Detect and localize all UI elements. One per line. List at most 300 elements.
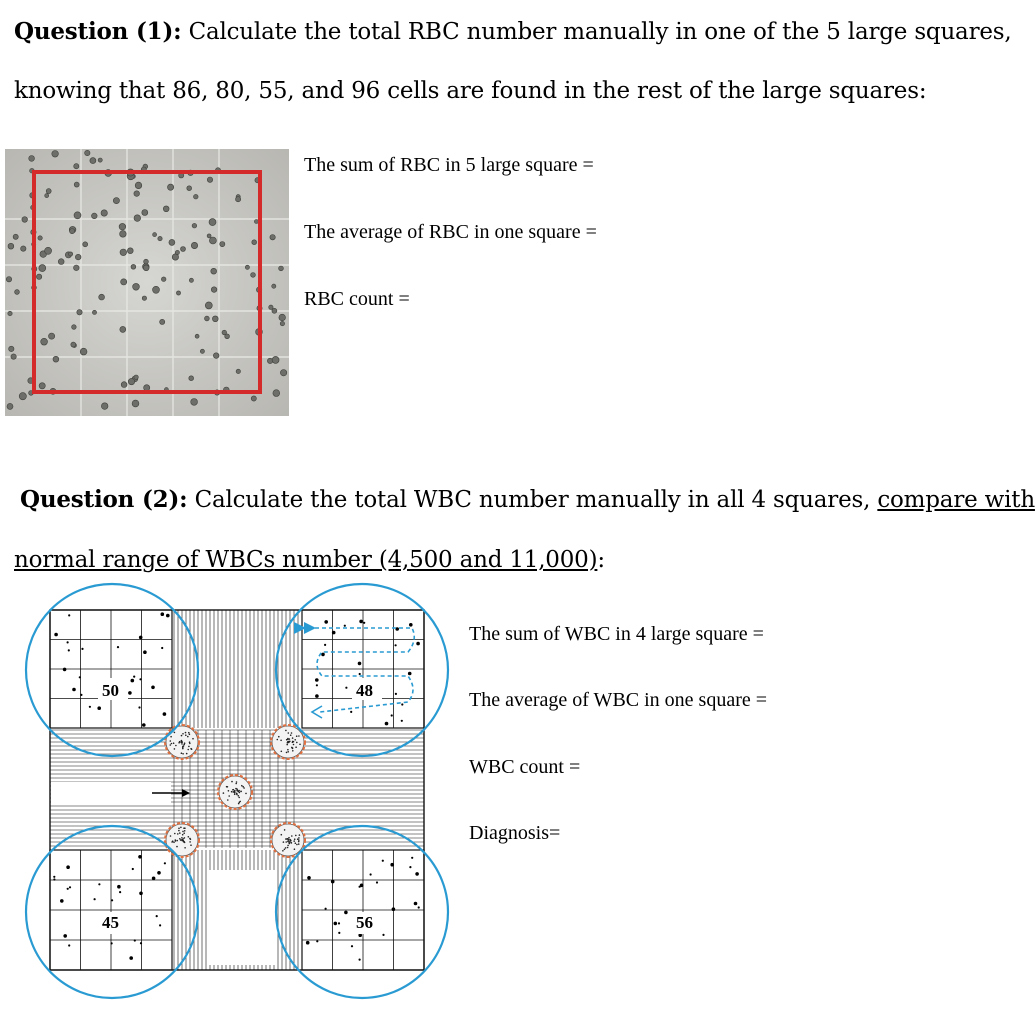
rbc-cell	[58, 259, 64, 265]
rbc-small-dot	[298, 843, 300, 845]
rbc-cell	[13, 234, 18, 239]
wbc-dot	[359, 673, 361, 675]
wbc-dot	[360, 884, 364, 888]
question-2-colon: :	[597, 547, 605, 573]
rbc-small-dot	[175, 745, 177, 747]
wbc-average-label: The average of WBC in one square =	[469, 689, 768, 711]
rbc-small-dot	[287, 847, 289, 849]
rbc-small-dot	[236, 793, 238, 795]
rbc-cell	[80, 348, 87, 355]
wbc-dot	[382, 860, 384, 862]
rbc-small-dot	[294, 739, 296, 741]
wbc-dot	[139, 636, 143, 640]
rbc-small-dot	[170, 740, 172, 742]
rbc-cell	[74, 265, 80, 271]
rbc-small-dot	[285, 730, 287, 732]
rbc-cell	[134, 375, 138, 379]
rbc-small-dot	[191, 748, 193, 750]
rbc-small-dot	[179, 832, 181, 834]
rbc-small-dot	[182, 733, 184, 735]
rbc-cell	[99, 294, 105, 300]
rbc-cell	[132, 400, 139, 407]
wbc-dot	[69, 886, 71, 888]
rbc-cell	[7, 403, 13, 409]
wbc-dot	[151, 686, 155, 690]
rbc-small-dot	[234, 792, 236, 794]
wbc-dot	[128, 691, 132, 695]
rbc-small-dot	[238, 803, 240, 805]
rbc-small-dot	[173, 842, 175, 844]
wbc-dot	[98, 883, 100, 885]
rbc-cell	[144, 259, 149, 264]
wbc-dot	[68, 649, 70, 651]
wbc-dot	[81, 648, 83, 650]
rbc-small-dot	[298, 841, 300, 843]
rbc-small-dot	[231, 781, 233, 783]
wbc-dot	[131, 679, 135, 683]
rbc-cell	[22, 217, 28, 223]
rbc-sum-label: The sum of RBC in 5 large square =	[304, 154, 594, 176]
rbc-cell	[209, 237, 216, 244]
rbc-cell	[92, 310, 96, 314]
wbc-dot	[409, 866, 411, 868]
wbc-dot	[324, 644, 326, 646]
rbc-small-dot	[185, 734, 187, 736]
rbc-small-dot	[288, 837, 290, 839]
rbc-cell	[189, 278, 193, 282]
wbc-dot	[350, 711, 352, 713]
rbc-small-dot	[287, 749, 289, 751]
rbc-cell	[189, 376, 194, 381]
rbc-small-dot	[188, 746, 190, 748]
rbc-small-dot	[282, 850, 284, 852]
rbc-cell	[36, 274, 41, 279]
question-1-text: Calculate the total RBC number manually in one of the 5 large squares,	[188, 19, 1012, 45]
rbc-small-dot	[293, 744, 295, 746]
rbc-cell	[8, 243, 14, 249]
rbc-cell	[254, 220, 258, 224]
rbc-cell	[15, 290, 20, 295]
rbc-small-dot	[188, 732, 190, 734]
rbc-cell	[280, 321, 284, 325]
rbc-cell	[9, 346, 14, 351]
rbc-small-dot	[278, 736, 280, 738]
rbc-small-dot	[189, 741, 191, 743]
rbc-small-dot	[286, 752, 288, 754]
rbc-cell	[39, 383, 45, 389]
rbc-small-dot	[294, 848, 296, 850]
rbc-small-dot	[184, 742, 186, 744]
wbc-dot	[324, 620, 328, 624]
wbc-dot	[129, 956, 133, 960]
rbc-small-dot	[170, 744, 172, 746]
wbc-dot	[418, 906, 420, 908]
wbc-normal-range-text: normal range of WBCs number (4,500 and 11,000)	[14, 547, 598, 573]
rbc-small-dot	[179, 838, 181, 840]
rbc-cell	[29, 156, 35, 162]
wbc-dot	[370, 873, 372, 875]
rbc-small-dot	[295, 842, 297, 844]
rbc-cell	[53, 356, 59, 362]
rbc-cell	[120, 231, 127, 238]
rbc-small-dot	[286, 744, 288, 746]
rbc-small-dot	[291, 835, 293, 837]
rbc-cell	[134, 191, 140, 197]
wbc-dot	[359, 959, 361, 961]
rbc-small-dot	[240, 791, 242, 793]
wbc-dot	[409, 623, 413, 627]
rbc-small-dot	[183, 827, 185, 829]
wbc-dot	[415, 872, 419, 876]
rbc-small-dot	[188, 836, 190, 838]
counting-direction-arrows	[152, 622, 414, 797]
wbc-dot	[133, 676, 135, 678]
rbc-cell	[205, 316, 210, 321]
rbc-cell	[45, 194, 49, 198]
rbc-cell	[236, 197, 241, 202]
question-2-text: Calculate the total WBC number manually in all 4 squares,	[194, 487, 871, 513]
wbc-dot	[359, 620, 363, 624]
rbc-small-dot	[172, 840, 174, 842]
wbc-dot	[139, 892, 143, 896]
rbc-small-dot	[181, 743, 183, 745]
wbc-dot	[163, 712, 167, 716]
rbc-cell	[19, 393, 26, 400]
rbc-small-dot	[178, 830, 180, 832]
rbc-cell	[251, 396, 256, 401]
rbc-cell	[133, 283, 140, 290]
wbc-dot	[385, 722, 389, 726]
wbc-dot	[344, 625, 346, 627]
count-bottom-right: 56	[356, 913, 373, 932]
rbc-small-dot	[289, 843, 291, 845]
rbc-small-dot	[170, 736, 172, 738]
rbc-cell	[38, 236, 42, 240]
rbc-small-dot	[231, 791, 233, 793]
wbc-dot	[152, 877, 156, 881]
rbc-small-dot	[170, 835, 172, 837]
wbc-dot	[358, 662, 362, 666]
wbc-dot	[390, 863, 394, 867]
rbc-small-dot	[182, 753, 184, 755]
rbc-cell	[176, 291, 180, 295]
wbc-dot	[138, 706, 140, 708]
rbc-cell	[131, 264, 136, 269]
rbc-cell	[187, 186, 192, 191]
wbc-dot	[132, 868, 134, 870]
rbc-small-dot	[238, 795, 240, 797]
rbc-cell	[142, 210, 148, 216]
rbc-cell	[220, 242, 225, 247]
rbc-small-dot	[182, 831, 184, 833]
rbc-small-dot	[296, 735, 298, 737]
rbc-cell	[252, 240, 257, 245]
rbc-cell	[71, 342, 76, 347]
rbc-small-dot	[187, 736, 189, 738]
rbc-small-dot	[243, 787, 245, 789]
rbc-small-dot	[290, 734, 292, 736]
wbc-dot	[53, 878, 55, 880]
rbc-cell	[279, 314, 286, 321]
rbc-small-dot	[285, 847, 287, 849]
rbc-small-dot	[291, 842, 293, 844]
rbc-cell	[163, 206, 169, 212]
wbc-dot	[307, 876, 311, 880]
rbc-cell	[92, 213, 98, 219]
wbc-dot	[164, 862, 166, 864]
rbc-small-dot	[233, 789, 235, 791]
rbc-small-dot	[174, 732, 176, 734]
rbc-small-dot	[184, 830, 186, 832]
wbc-dot	[161, 647, 163, 649]
wbc-dot	[332, 631, 336, 635]
rbc-count-label: RBC count =	[304, 288, 410, 310]
rbc-cell	[72, 325, 77, 330]
rbc-small-dot	[292, 737, 294, 739]
rbc-small-dot	[295, 835, 297, 837]
chevron-right-icon	[294, 622, 316, 634]
rbc-cell	[236, 369, 240, 373]
rbc-cell	[113, 198, 119, 204]
wbc-dot	[392, 907, 396, 911]
rbc-cell	[272, 284, 276, 288]
rbc-small-dot	[284, 849, 286, 851]
rbc-small-dot	[284, 829, 286, 831]
rbc-small-dot	[236, 781, 238, 783]
wbc-dot	[166, 614, 170, 618]
rbc-small-dot	[183, 832, 185, 834]
wbc-dot	[395, 644, 397, 646]
rbc-cell	[127, 248, 133, 254]
wbc-dot	[156, 915, 158, 917]
rbc-small-dot	[178, 828, 180, 830]
wbc-dot	[142, 723, 146, 727]
rbc-cell	[279, 266, 284, 271]
rbc-micrograph	[5, 149, 289, 416]
count-top-left: 50	[102, 681, 119, 700]
rbc-cell	[192, 223, 197, 228]
question-2-line-2	[14, 547, 605, 573]
rbc-small-dot	[241, 785, 243, 787]
rbc-small-dot	[228, 795, 230, 797]
rbc-small-dot	[292, 748, 294, 750]
wbc-dot	[139, 678, 141, 680]
wbc-dot	[72, 688, 76, 692]
rbc-cell	[135, 182, 142, 189]
rbc-small-dot	[277, 739, 279, 741]
rbc-small-dot	[192, 738, 194, 740]
wbc-dot	[321, 653, 325, 657]
rbc-cell	[90, 158, 96, 164]
rbc-cell	[191, 399, 198, 406]
wbc-dot	[315, 694, 319, 698]
rbc-cell	[74, 212, 81, 219]
rbc-cell	[85, 150, 90, 155]
wbc-dot	[111, 942, 113, 944]
rbc-small-dot	[287, 845, 289, 847]
rbc-small-dot	[180, 827, 182, 829]
rbc-cell	[45, 247, 52, 254]
wbc-dot	[143, 650, 147, 654]
rbc-cell	[101, 210, 107, 216]
wbc-dot	[338, 922, 340, 924]
wbc-dot	[345, 687, 347, 689]
blank-bottom-center	[207, 870, 277, 965]
rbc-small-dot	[285, 838, 287, 840]
rbc-small-dot	[283, 841, 285, 843]
rbc-cell	[205, 302, 212, 309]
rbc-small-dot	[234, 794, 236, 796]
rbc-cell	[143, 265, 149, 271]
rbc-cell	[128, 378, 134, 384]
rbc-small-dot	[189, 841, 191, 843]
wbc-dot	[66, 865, 70, 869]
rbc-cell	[121, 279, 127, 285]
question-1-label: Question (1):	[14, 18, 182, 45]
wbc-count-label: WBC count =	[469, 756, 581, 778]
wbc-dot	[119, 891, 121, 893]
rbc-cell	[213, 353, 219, 359]
count-top-right: 48	[356, 681, 373, 700]
rbc-small-dot	[289, 741, 291, 743]
question-2-line-1	[20, 486, 1035, 513]
rbc-small-dot	[175, 839, 177, 841]
rbc-cell	[207, 234, 211, 238]
wbc-dot	[316, 940, 318, 942]
rbc-cell	[134, 215, 141, 222]
rbc-average-label: The average of RBC in one square =	[304, 221, 597, 243]
wbc-dot	[315, 678, 319, 682]
rbc-cell	[222, 330, 227, 335]
rbc-small-dot	[292, 750, 294, 752]
rbc-cell	[195, 334, 199, 338]
rbc-cell	[98, 158, 102, 162]
rbc-small-dot	[294, 838, 296, 840]
rbc-cell	[11, 354, 16, 359]
rbc-small-dot	[287, 751, 289, 753]
rbc-small-dot	[226, 786, 228, 788]
wbc-dot	[159, 924, 161, 926]
rbc-cell	[270, 235, 275, 240]
wbc-dot	[382, 934, 384, 936]
rbc-cell	[121, 382, 127, 388]
rbc-small-dot	[293, 741, 295, 743]
rbc-small-dot	[184, 842, 186, 844]
wbc-dot	[138, 855, 142, 859]
wbc-dot	[391, 714, 393, 716]
wbc-dot	[67, 641, 69, 643]
rbc-cell	[181, 247, 186, 252]
wbc-grid-diagram	[22, 600, 454, 1000]
rbc-cell	[153, 233, 157, 237]
rbc-cell	[158, 236, 162, 240]
rbc-small-dot	[296, 742, 298, 744]
wbc-dot	[306, 941, 310, 945]
rbc-small-dot	[176, 846, 178, 848]
rbc-cell	[207, 177, 212, 182]
rbc-small-dot	[238, 797, 240, 799]
wbc-dot	[395, 693, 397, 695]
rbc-small-dot	[285, 841, 287, 843]
rbc-small-dot	[236, 788, 238, 790]
wbc-dot	[351, 945, 353, 947]
rbc-cell	[39, 265, 46, 272]
rbc-cell	[119, 223, 126, 230]
rbc-small-dot	[291, 732, 293, 734]
wbc-dot	[140, 942, 142, 944]
wbc-dot	[117, 646, 119, 648]
rbc-cell	[74, 182, 79, 187]
rbc-small-dot	[181, 837, 183, 839]
rbc-small-dot	[174, 748, 176, 750]
rbc-cell	[21, 246, 26, 251]
wbc-dot	[54, 633, 58, 637]
rbc-cell	[169, 239, 175, 245]
rbc-small-dot	[235, 783, 237, 785]
question-1-line-2: knowing that 86, 80, 55, and 96 cells are found in the rest of the large squares:	[14, 78, 927, 104]
rbc-small-dot	[181, 735, 183, 737]
rbc-small-dot	[245, 793, 247, 795]
rbc-small-dot	[289, 738, 291, 740]
rbc-small-dot	[299, 744, 301, 746]
rbc-small-dot	[281, 751, 283, 753]
rbc-small-dot	[183, 744, 185, 746]
rbc-cell	[46, 189, 51, 194]
rbc-small-dot	[181, 740, 183, 742]
rbc-cell	[69, 252, 73, 256]
wbc-dot	[401, 720, 403, 722]
wbc-dot	[63, 934, 67, 938]
rbc-small-dot	[184, 837, 186, 839]
rbc-small-dot	[177, 833, 179, 835]
rbc-small-dot	[181, 752, 183, 754]
diagnosis-label: Diagnosis=	[469, 822, 561, 844]
count-bottom-left: 45	[102, 913, 119, 932]
rbc-small-dot	[288, 732, 290, 734]
rbc-cell	[194, 194, 199, 199]
rbc-cell	[142, 296, 146, 300]
rbc-small-dot	[185, 732, 187, 734]
rbc-cell	[191, 242, 197, 248]
rbc-small-dot	[298, 839, 300, 841]
rbc-small-dot	[293, 840, 295, 842]
rbc-small-dot	[182, 748, 184, 750]
rbc-cell	[211, 287, 217, 293]
rbc-small-dot	[176, 840, 178, 842]
rbc-cell	[175, 250, 179, 254]
rbc-small-dot	[298, 735, 300, 737]
rbc-cell	[209, 219, 216, 226]
wbc-dot	[68, 614, 70, 616]
wbc-dot	[67, 888, 69, 890]
wbc-dot	[363, 622, 365, 624]
wbc-dot	[111, 899, 113, 901]
rbc-small-dot	[184, 847, 186, 849]
rbc-small-dot	[280, 740, 282, 742]
wbc-dot	[117, 885, 121, 889]
rbc-small-dot	[171, 743, 173, 745]
rbc-cell	[70, 229, 75, 234]
question-2-label: Question (2):	[20, 486, 188, 513]
rbc-cell	[83, 242, 88, 247]
rbc-small-dot	[288, 841, 290, 843]
rbc-cell	[74, 164, 79, 169]
rbc-small-dot	[190, 838, 192, 840]
wbc-dot	[89, 706, 91, 708]
rbc-small-dot	[287, 838, 289, 840]
rbc-small-dot	[173, 742, 175, 744]
rbc-cell	[144, 385, 150, 391]
